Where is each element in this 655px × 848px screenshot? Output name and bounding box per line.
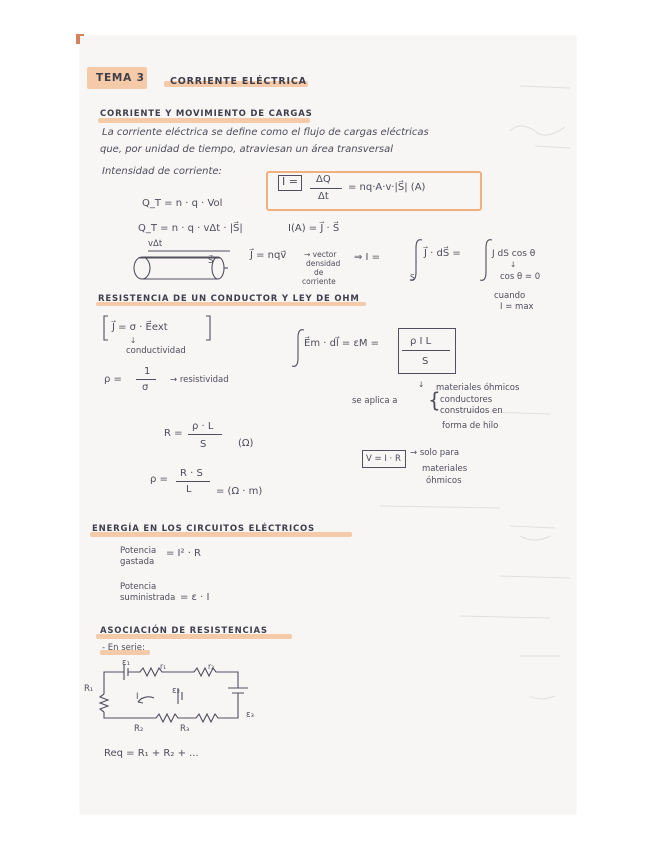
rho-num: 1 [144, 366, 151, 377]
ohm-note-3: óhmicos [426, 476, 462, 486]
Em-frac-line [402, 350, 450, 351]
eq-int-lhs: ⇒ I = [354, 252, 381, 263]
R-label: R = [164, 428, 183, 439]
formula-rest: = nq·A·v·|S⃗| (A) [348, 182, 426, 193]
power1-b: gastada [120, 557, 155, 567]
Em-den: S [422, 356, 429, 367]
mat-2: conductores [440, 395, 493, 405]
eq-int-mid: J⃗ · dS⃗ = [424, 248, 461, 259]
tema-label: TEMA 3 [96, 72, 145, 84]
formula-I: I = [282, 175, 298, 188]
arrow-down-1: ↓ [510, 260, 517, 269]
sec4-sub: - En serie: [102, 643, 145, 653]
intensity-label: Intensidad de corriente: [102, 166, 222, 177]
conductividad: conductividad [126, 346, 186, 356]
rho-label: ρ = [104, 374, 122, 385]
sec2-heading: RESISTENCIA DE UN CONDUCTOR Y LEY DE OHM [98, 294, 360, 304]
eq-QT2: Q_T = n · q · vΔt · |S⃗| [138, 223, 243, 234]
power1-a: Potencia [120, 546, 157, 556]
r-1: r₁ [160, 662, 167, 671]
ohm-law: V = I · R [366, 454, 401, 464]
notebook-page [80, 36, 576, 814]
ohm-note-2: materiales [422, 464, 468, 474]
sec1-text-line2: que, por unidad de tiempo, atraviesan un área transversal [100, 144, 394, 155]
j-note-3: de [314, 268, 324, 277]
arrow-down-3: ↓ [418, 380, 425, 389]
arrow-down-2: ↓ [130, 336, 137, 345]
R-3-bottom: R₃ [180, 724, 190, 734]
eq-J-sigma: J⃗ = σ · E⃗ext [112, 322, 168, 333]
rho-note: → resistividad [170, 375, 229, 385]
mat-1: materiales óhmicos [436, 383, 520, 393]
cuando-note: cuando [494, 291, 526, 301]
rho-den: σ [142, 382, 149, 393]
emf-1: ε₁ [122, 658, 131, 668]
eq-Em: E⃗m · dl⃗ = εM = [304, 338, 380, 349]
R-2-bottom: R₂ [134, 724, 144, 734]
j-note-2: densidad [306, 259, 341, 268]
rho2-label: ρ = [150, 474, 168, 485]
power1-eq: = I² · R [166, 548, 201, 559]
formula-dq: ΔQ [316, 174, 331, 185]
formula-dt: Δt [318, 191, 329, 202]
cylinder-length-label: vΔt [148, 239, 163, 249]
ohm-note-1: → solo para [410, 448, 460, 458]
int-subscript: S [410, 273, 415, 282]
sec4-heading: ASOCIACIÓN DE RESISTENCIAS [100, 626, 268, 636]
R-num: ρ · L [192, 421, 214, 432]
power2-b: suministrada [120, 593, 176, 603]
rho2-den: L [186, 484, 192, 495]
emf-3: ε₃ [246, 710, 255, 720]
eq-IA: I(A) = J⃗ · S⃗ [288, 223, 340, 234]
rho2-frac-line [176, 481, 210, 482]
rho2-num: R · S [180, 468, 203, 479]
eq-J: J⃗ = nqv⃗ [250, 250, 287, 261]
imax-note: I = max [500, 302, 534, 312]
rho2-unit: = (Ω · m) [216, 486, 263, 497]
j-note-1: → vector [304, 250, 337, 259]
sec1-text-line1: La corriente eléctrica se define como el flujo de cargas eléctricas [102, 127, 429, 138]
j-note-4: corriente [302, 277, 336, 286]
cos-note: cos θ = 0 [500, 272, 541, 282]
mat-4: forma de hilo [442, 421, 499, 431]
R-unit: (Ω) [238, 438, 254, 449]
emf-2: ε₂ [172, 686, 181, 696]
eq-int-rhs: J dS cos θ [492, 249, 536, 259]
mat-3: construidos en [440, 406, 503, 416]
power2-a: Potencia [120, 582, 157, 592]
integral-sign-2 [478, 238, 498, 282]
se-aplica: se aplica a [352, 396, 398, 406]
power2-eq: = ε · I [180, 592, 210, 603]
equivalent-resistance: Req = R₁ + R₂ + ... [104, 748, 199, 759]
formula-frac-line [310, 188, 342, 189]
R-frac-line [188, 434, 222, 435]
r-2: r₂ [208, 662, 215, 671]
conductor-cylinder [130, 248, 230, 284]
sec1-heading: CORRIENTE Y MOVIMIENTO DE CARGAS [100, 109, 313, 119]
sec3-heading: ENERGÍA EN LOS CIRCUITOS ELÉCTRICOS [92, 524, 315, 534]
eq-QT: Q_T = n · q · Vol [142, 198, 223, 209]
Em-num: ρ I L [410, 336, 432, 347]
page-title: CORRIENTE ELÉCTRICA [170, 76, 307, 87]
current-I: I [136, 692, 139, 702]
cylinder-S-label: S⃗ [208, 256, 214, 266]
rho-frac-line [136, 379, 156, 380]
R-1: R₁ [84, 684, 94, 694]
R-den: S [200, 439, 207, 450]
brace-left: { [428, 388, 441, 412]
